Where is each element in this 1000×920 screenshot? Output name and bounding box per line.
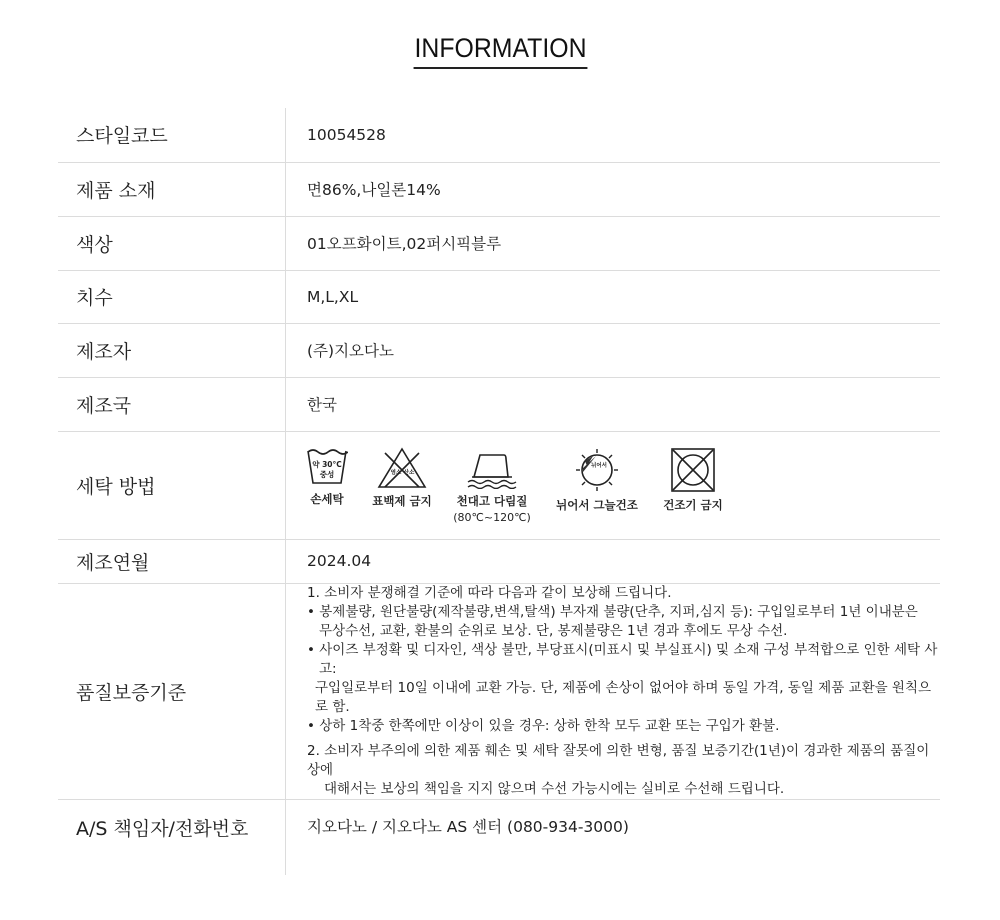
warranty-bullet-1a: • 봉제불량, 원단불량(제작불량,변색,탈색) 부자재 불량(단추, 지퍼,심지 등): 구입일로부터 1년 이내분은: [307, 603, 918, 620]
table-row: [58, 270, 940, 323]
table-row: [58, 799, 940, 875]
row-value-country: 한국: [286, 377, 941, 431]
care-symbols: [307, 447, 940, 524]
no-bleach-icon: [377, 447, 427, 489]
row-label-material: 제품 소재: [58, 162, 286, 216]
table-row: [58, 377, 940, 431]
row-label-date: 제조연월: [58, 539, 286, 583]
warranty-bullet-2a: • 사이즈 부정확 및 디자인, 색상 불만, 부당표시(미표시 및 부실표시) 및 소재 구성 부적합으로 인한 세탁 사고:: [307, 641, 938, 677]
warranty-clause-2b: 대해서는 보상의 책임을 지지 않으며 수선 가능시에는 실비로 수선해 드립니다.: [324, 780, 785, 797]
no-tumble-dry-icon: [670, 447, 716, 493]
row-value-date: 2024.04: [286, 539, 941, 583]
care-label-iron: 천대고 다림질: [456, 493, 528, 508]
care-sub-iron-temp: (80℃~120℃): [453, 510, 531, 524]
row-value-color: 01오프화이트,02퍼시픽블루: [286, 216, 941, 270]
care-item-shade-dry: [557, 447, 637, 513]
care-label-no-tumble-dry: 건조기 금지: [663, 497, 723, 512]
row-value-style-code: 10054528: [286, 108, 941, 162]
row-label-style-code: 스타일코드: [58, 108, 286, 162]
row-value-size: M,L,XL: [286, 270, 941, 323]
row-label-color: 색상: [58, 216, 286, 270]
row-label-care: 세탁 방법: [58, 431, 286, 539]
hand-wash-icon: [306, 447, 348, 487]
warranty-bullet-2b: 구입일로부터 10일 이내에 교환 가능. 단, 제품에 손상이 없어야 하며 동일 가격, 동일 제품 교환을 원칙으로 함.: [315, 679, 932, 715]
table-row: [58, 108, 940, 162]
page-title: INFORMATION: [413, 30, 587, 69]
care-label-hand-wash: 손세탁: [310, 491, 344, 506]
care-item-no-bleach: [372, 447, 432, 509]
table-row: [58, 431, 940, 539]
care-item-no-tumble-dry: [663, 447, 723, 513]
row-label-warranty: 품질보증기준: [58, 583, 286, 799]
warranty-bullet-1b: 무상수선, 교환, 환불의 순위로 보상. 단, 봉제불량은 1년 경과 후에도 무상 수선.: [319, 622, 788, 639]
row-value-care: [286, 431, 941, 539]
care-item-hand-wash: [307, 447, 347, 507]
table-row: [58, 323, 940, 377]
no-bleach-chlorine: 염소: [390, 469, 402, 476]
care-label-shade-dry: 뉘어서 그늘건조: [556, 497, 638, 512]
care-item-iron: [453, 447, 531, 524]
warranty-clause-1: 1. 소비자 분쟁해결 기준에 따라 다음과 같이 보상해 드립니다.: [307, 584, 672, 601]
warranty-clause-2a: 2. 소비자 부주의에 의한 제품 훼손 및 세탁 잘못에 의한 변형, 품질 보증기간(1년)이 경과한 제품의 품질이상에: [307, 742, 930, 778]
row-value-material: 면86%,나일론14%: [286, 162, 941, 216]
row-value-as: 지오다노 / 지오다노 AS 센터 (080-934-3000): [307, 817, 629, 836]
table-row: [58, 539, 940, 583]
no-bleach-oxygen: 산소: [403, 469, 415, 476]
warranty-bullet-3: • 상하 1착중 한쪽에만 이상이 있을 경우: 상하 한착 모두 교환 또는 구입가 환불.: [307, 717, 780, 734]
row-label-manufacturer: 제조자: [58, 323, 286, 377]
product-info-table: [58, 108, 940, 875]
row-value-manufacturer: (주)지오다노: [286, 323, 941, 377]
table-row: [58, 583, 940, 799]
hand-wash-temp: 약 30°C: [312, 459, 342, 469]
table-row: [58, 216, 940, 270]
warranty-text: [307, 584, 940, 799]
row-label-country: 제조국: [58, 377, 286, 431]
shade-dry-icon: [572, 447, 622, 493]
row-label-as: A/S 책임자/전화번호: [58, 799, 286, 875]
page-title-wrap: [0, 30, 1000, 69]
table-row: [58, 162, 940, 216]
shade-dry-flat: 뉘어서: [591, 462, 607, 469]
row-label-size: 치수: [58, 270, 286, 323]
care-label-no-bleach: 표백제 금지: [372, 493, 432, 508]
row-value-warranty: [286, 583, 941, 799]
iron-icon: [466, 447, 518, 489]
hand-wash-detergent: 중성: [319, 469, 335, 479]
